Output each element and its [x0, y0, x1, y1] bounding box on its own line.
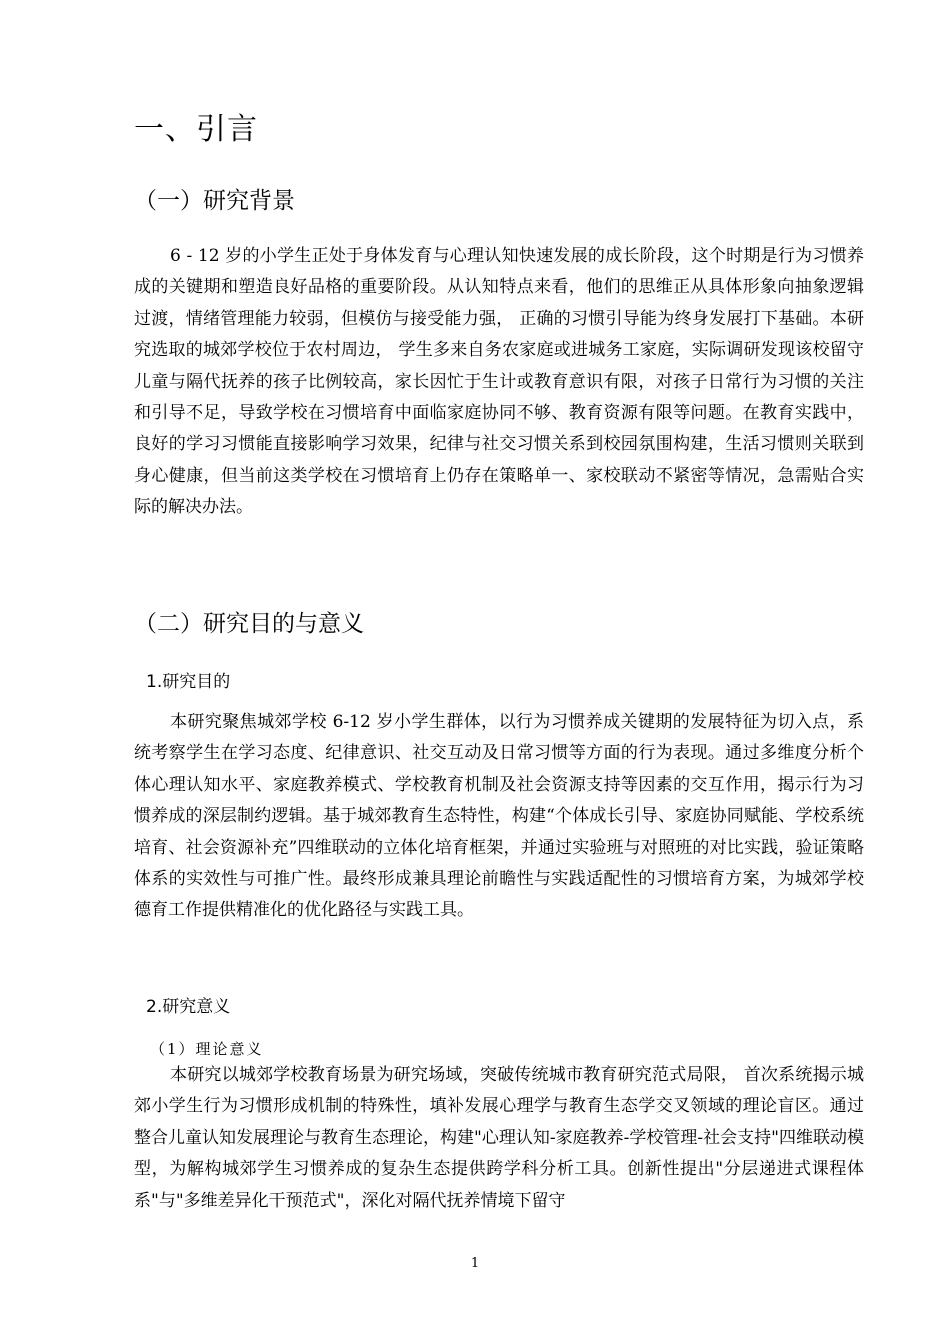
subsection-heading-significance: 2.研究意义 [146, 997, 231, 1017]
page-number: 1 [470, 1256, 480, 1271]
purpose-paragraph: 本研究聚焦城郊学校 6-12 岁小学生群体，以行为习惯养成关键期的发展特征为切入点，系统考察学生在学习态度、纪律意识、社交互动及日常习惯等方面的行为表现。通过多维度分析个体心理认知水平、家庭教养模式、学校教育机制及社会资源支持等因素的交互作用，揭示行为习惯养成的深层制约逻辑。基于城郊教育生态特性，构建“个体成长引导、家庭协同赋能、学校系统培育、社会资源补充”四维联动的立体化培育框架，并通过实验班与对照班的对比实践，验证策略体系的实效性与可推广性。最终形成兼具理论前瞻性与实践适配性的习惯培育方案，为城郊学校德育工作提供精准化的优化路径与实践工具。 [134, 712, 864, 921]
chapter-heading: 一、引言 [134, 112, 258, 147]
section-heading-background: （一）研究背景 [134, 188, 295, 214]
background-paragraph: 6 - 12 岁的小学生正处于身体发育与心理认知快速发展的成长阶段，这个时期是行为习惯养成的关键期和塑造良好品格的重要阶段。从认知特点来看，他们的思维正从具体形象向抽象逻辑过渡，情绪管理能力较弱，但模仿与接受能力强， 正确的习惯引导能为终身发展打下基础。本研究选取的城郊学校位于农村周边， 学生多来自务农家庭或进城务工家庭，实际调研发现该校留守儿童与隔代抚养的孩子比例较高，家长因忙于生计或教育意识有限，对孩子日常行为习惯的关注和引导不足，导致学校在习惯培育中面临家庭协同不够、教育资源有限等问题。在教育实践中，良好的学习习惯能直接影响学习效果，纪律与社交习惯关系到校园氛围构建，生活习惯则关联到身心健康，但当前这类学校在习惯培育上仍存在策略单一、家校联动不紧密等情况，急需贴合实际的解决办法。 [134, 246, 864, 518]
subsection-heading-purpose: 1.研究目的 [146, 672, 231, 692]
section-heading-purpose: （二）研究目的与意义 [134, 611, 364, 637]
theory-paragraph: 本研究以城郊学校教育场景为研究场域，突破传统城市教育研究范式局限， 首次系统揭示城郊小学生行为习惯形成机制的特殊性，填补发展心理学与教育生态学交叉领域的理论盲区。通过整合儿童认知发展理论与教育生态理论，构建"心理认知-家庭教养-学校管理-社会支持"四维联动模型，为解构城郊学生习惯养成的复杂生态提供跨学科分析工具。创新性提出"分层递进式课程体系"与"多维差异化干预范式"，深化对隔代抚养情境下留守 [134, 1065, 864, 1211]
theory-heading: （1）理论意义 [150, 1040, 264, 1058]
